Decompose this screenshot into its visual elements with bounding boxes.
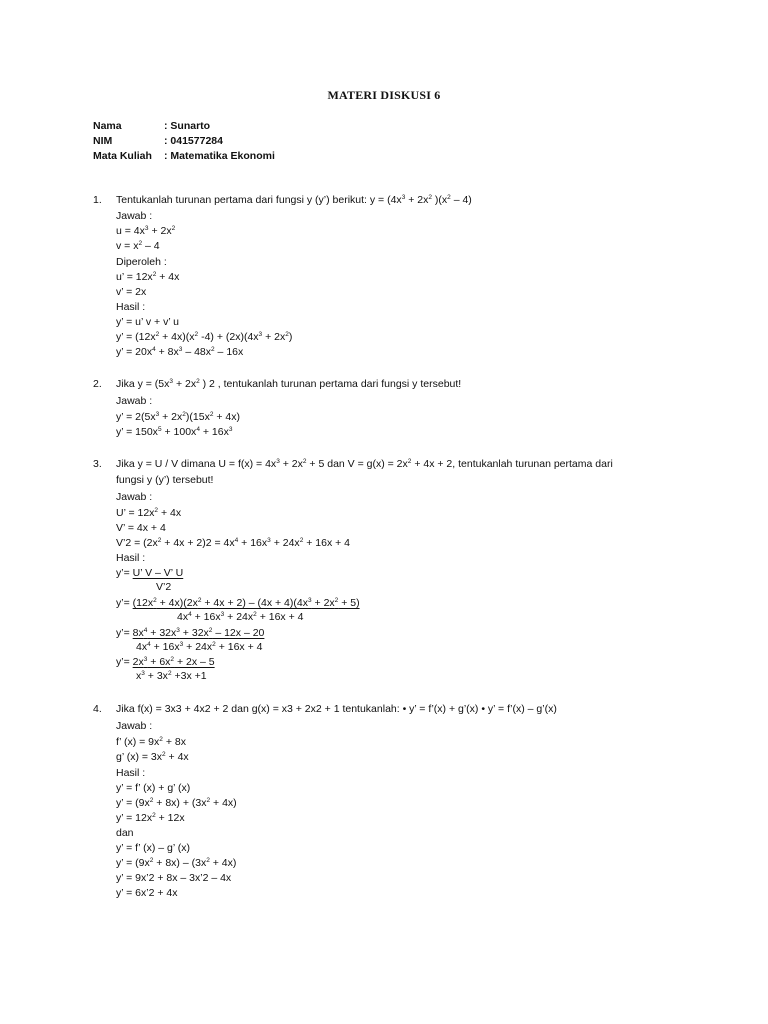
answer-1-line: Hasil : [116,301,146,313]
question-3-text-continued: fungsi y (y’) tersebut! [116,474,214,486]
answer-4-line: y’ = $(9x^2 + 8x) + (3x^2 + 4x)$ [116,797,237,809]
answer-3-line: V’ = 4x + 4 [116,522,166,534]
answer-1-line: $v = x^2 - 4$ [116,240,160,252]
answer-4-line: dan [116,827,134,839]
question-3-text: Jika y = U / V dimana $U = f(x) = 4x^3 + 2x^2 + 5$ dan $V = g(x) = 2x^2 + 4x + 2$, tentukanlah turunan pertama dari [116,458,613,470]
question-2-text: Jika $y = (5x^3 + 2x^2$ ) 2 , tentukanlah turunan pertama dari fungsi y tersebut! [116,378,462,390]
answer-3-line: U’ = $12x^2 + 4x$ [116,507,182,519]
answer-1-line: Jawab : [116,210,153,222]
answer-3-fraction-numerator: y’= U’ V – V’ U [116,567,184,579]
answer-4-line: y’ = $(9x^2 + 8x) - (3x^2 + 4x)$ [116,857,237,869]
answer-3-line: Hasil : [116,552,146,564]
question-4-text: Jika f(x) = 3x3 + 4x2 + 2 dan g(x) = x3 + 2x2 + 1 tentukanlah: • y’ = f’(x) + g’(x) • y’ = f’(x) – g’(x) [116,703,557,715]
answer-4-line: y’ = 6x’2 + 4x [116,887,178,899]
answer-4-line: Hasil : [116,767,146,779]
question-1-number: 1. [93,194,102,206]
answer-2-line: Jawab : [116,395,153,407]
answer-4-line: Jawab : [116,720,153,732]
answer-1-line: y’ = $(12x^2 + 4x)(x^2$ $-4) + (2x)(4x^3 + 2x^2)$ [116,331,293,343]
answer-2-line: y’ = $2(5x^3 + 2x^2)(15x^2 + 4x)$ [116,411,241,423]
answer-1-line: $u = 4x^3 + 2x^2$ [116,225,176,237]
answer-3-fraction-numerator: y’= $8x^4 + 32x^3 + 32x^2 - 12x - 20$ [116,627,265,639]
nama-value: : Sunarto [164,120,211,132]
mata-kuliah-label: Mata Kuliah [93,150,152,162]
question-2-number: 2. [93,378,102,390]
answer-1-line: Diperoleh : [116,256,167,268]
question-1-text: Tentukanlah turunan pertama dari fungsi y (y’) berikut: $y = (4x^3 + 2x^2$ )$(x^2 - 4)$ [116,194,472,206]
answer-4-line: y’ = f’ (x) + g’ (x) [116,782,191,794]
answer-2-line: y’ = $150x^5 + 100x^4 + 16x^3$ [116,426,233,438]
answer-1-line: u’ = $12x^2 + 4x$ [116,271,180,283]
answer-3-fraction-denominator: $4x^4 + 16x^3 + 24x^2 + 16x + 4$ [136,641,263,653]
answer-1-line: v’ = 2x [116,286,147,298]
answer-1-line: y’ = $20x^4 + 8x^3 - 48x^2 - 16x$ [116,346,244,358]
mata-kuliah-value: : Matematika Ekonomi [164,150,275,162]
answer-3-fraction-numerator: y’= $2x^3 + 6x^2 + 2x - 5$ [116,656,215,668]
answer-4-line: y’ = f’ (x) – g’ (x) [116,842,190,854]
answer-4-line: y’ = $12x^2 + 12x$ [116,812,185,824]
nama-label: Nama [93,120,122,132]
answer-3-fraction-denominator: $x^3 + 3x^2 +3x +1$ [136,670,207,682]
nim-label: NIM [93,135,113,147]
nim-value: : 041577284 [164,135,223,147]
answer-3-line: Jawab : [116,491,153,503]
question-3-number: 3. [93,458,102,470]
answer-3-fraction-denominator: V’2 [156,581,172,593]
answer-3-fraction-denominator: $4x^4 + 16x^3 + 24x^2 + 16x + 4$ [177,611,304,623]
answer-4-line: g’ $(x) = 3x^2 + 4x$ [116,751,189,763]
answer-4-line: y’ = 9x’2 + 8x – 3x’2 – 4x [116,872,232,884]
answer-1-line: y’ = u’ v + v’ u [116,316,180,328]
answer-3-line: V’2 = $(2x^2 + 4x + 2)2 = 4x^4 + 16x^3 + 24x^2 + 16x + 4$ [116,537,351,549]
document-title: MATERI DISKUSI 6 [327,88,441,102]
answer-3-fraction-numerator: y’= $(12x^2 + 4x)(2x^2 + 4x + 2) - (4x + 4)(4x^3 + 2x^2 + 5)$ [116,597,360,609]
answer-4-line: f’ $(x) = 9x^2 + 8x$ [116,736,186,748]
question-4-number: 4. [93,703,102,715]
